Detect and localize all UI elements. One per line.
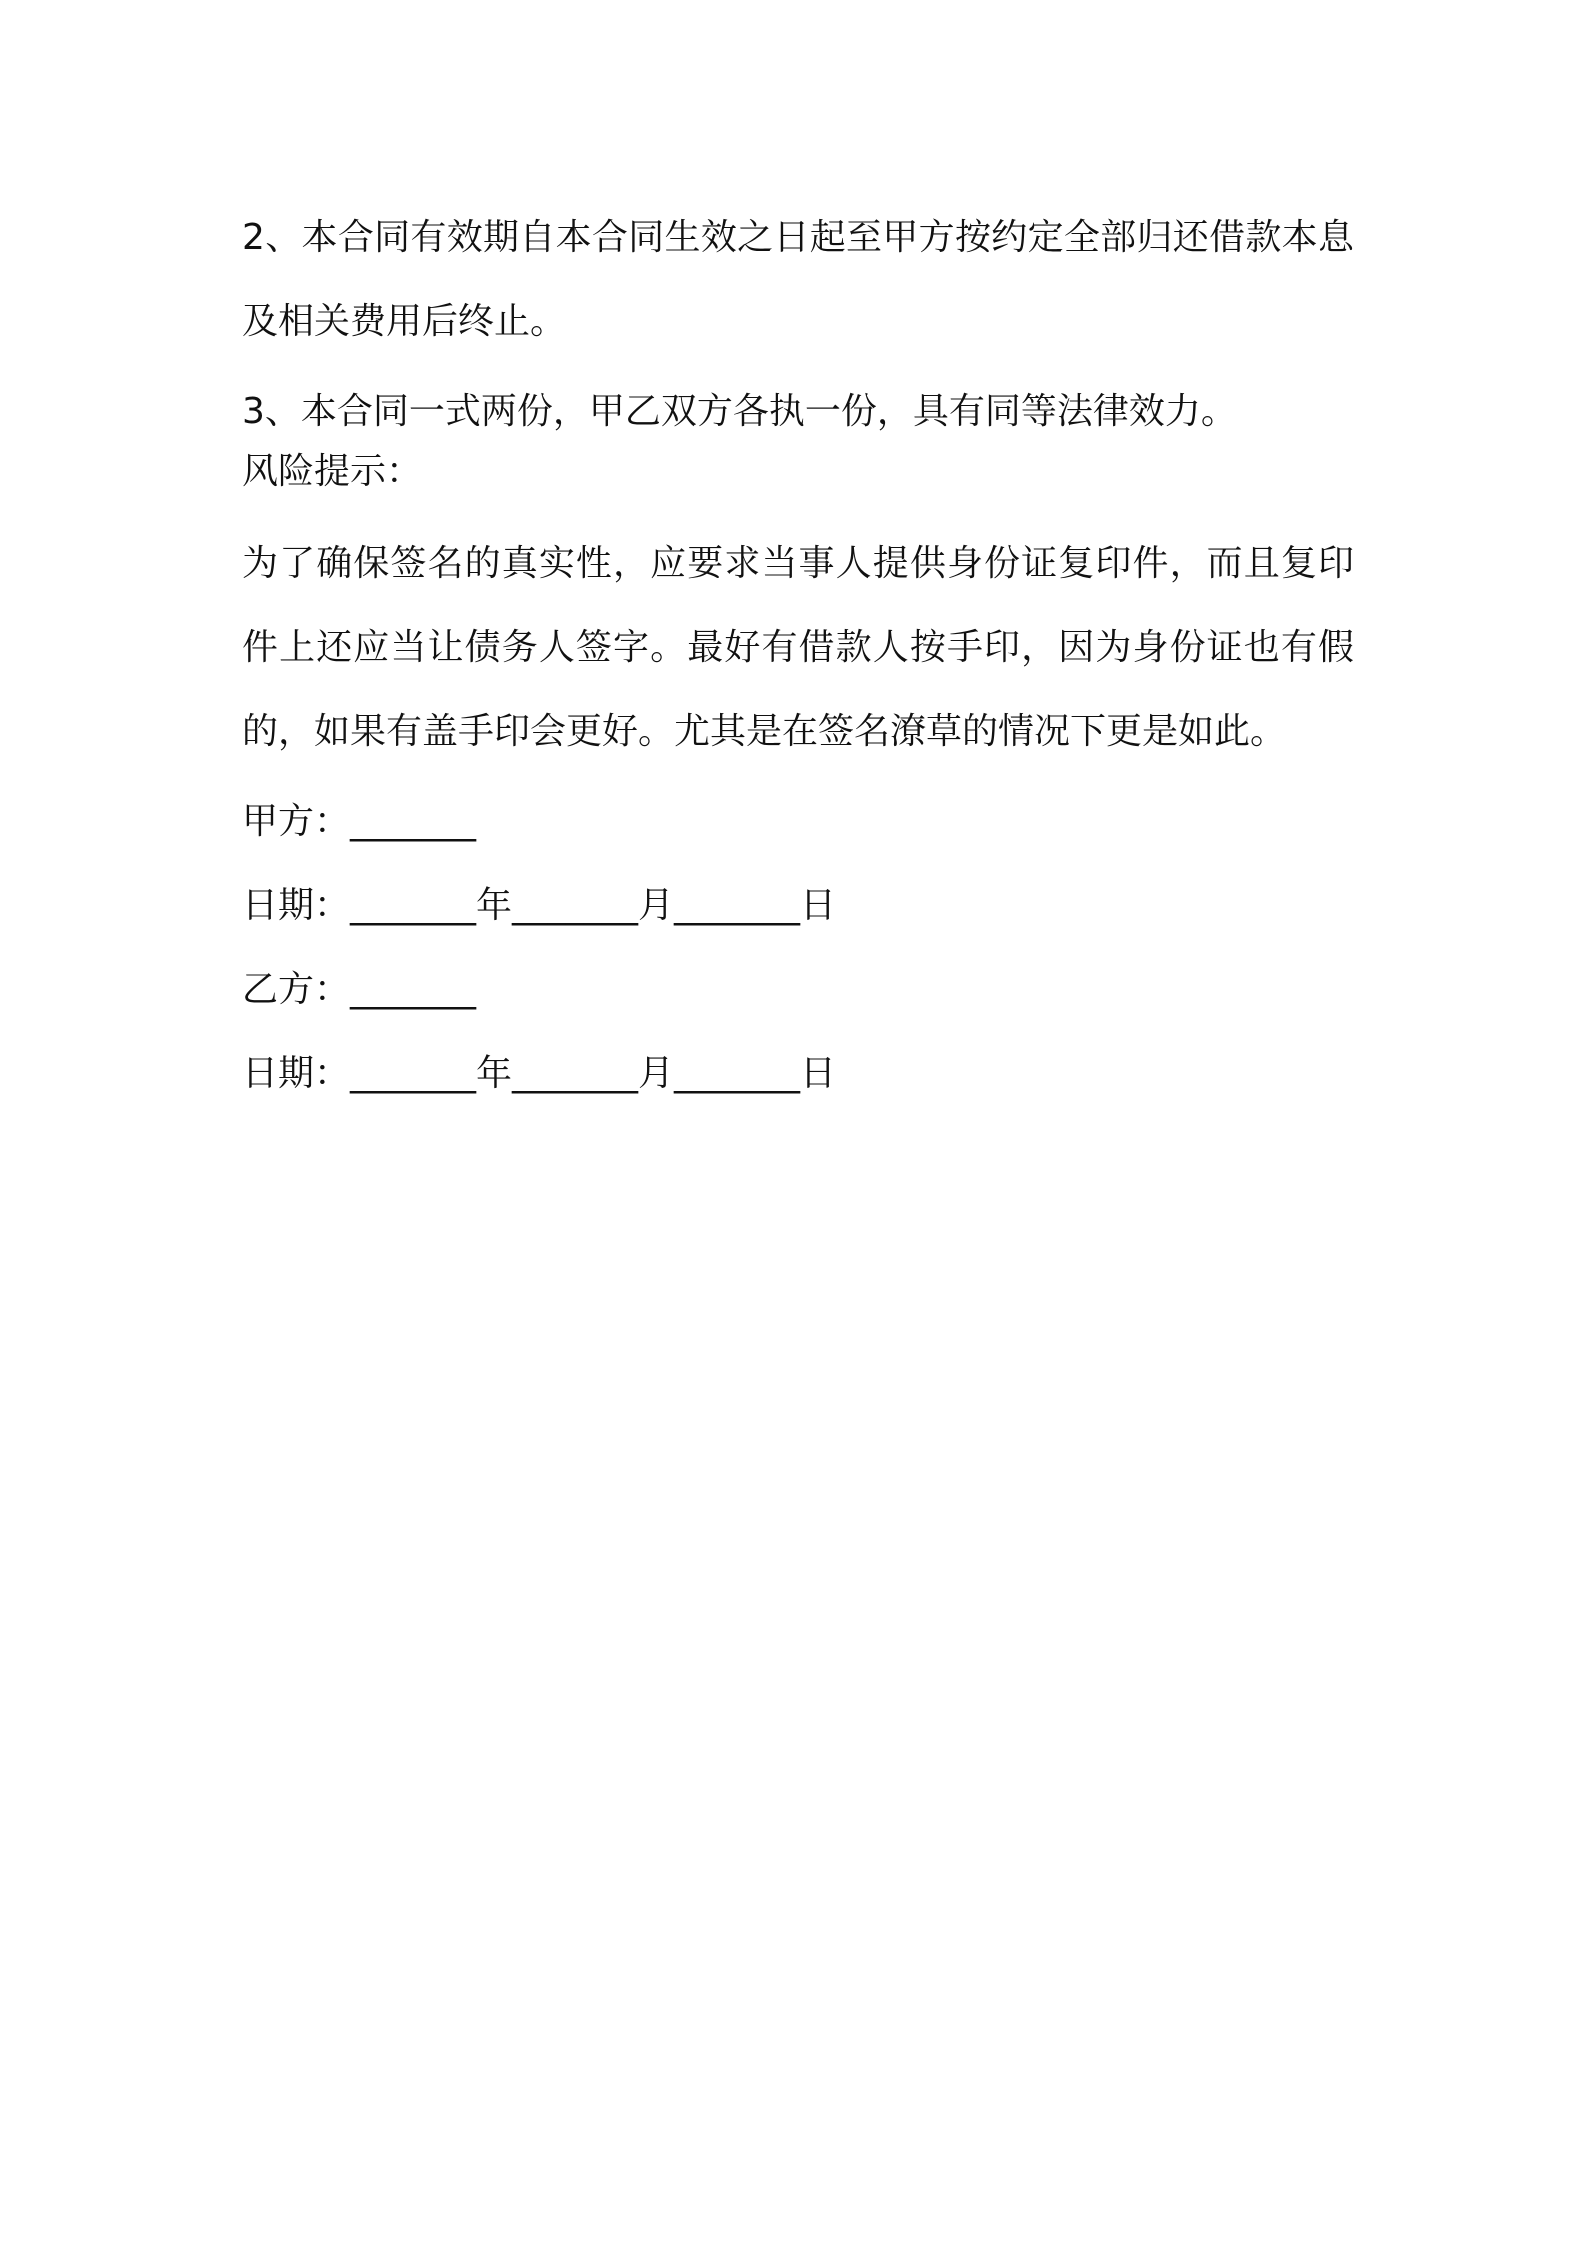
- clause-number: 2、: [242, 217, 302, 258]
- day-unit: 日: [800, 885, 837, 926]
- clause-number: 3、: [242, 391, 301, 432]
- party-b-blank[interactable]: _______: [350, 969, 477, 1010]
- clause-2: [242, 196, 1354, 364]
- document-content: [242, 196, 1354, 1116]
- party-a-line: [242, 780, 1354, 864]
- risk-body: 为了确保签名的真实性，应要求当事人提供身份证复印件，而且复印件上还应当让债务人签字。最好有借款人按手印，因为身份证也有假的，如果有盖手印会更好。尤其是在签名潦草的情况下更是如此。: [242, 543, 1354, 752]
- year-unit: 年: [476, 1053, 513, 1094]
- month-blank[interactable]: _______: [512, 1053, 639, 1094]
- month-unit: 月: [638, 1053, 675, 1094]
- day-unit: 日: [800, 1053, 837, 1094]
- day-blank[interactable]: _______: [674, 1053, 801, 1094]
- party-a-label: 甲方：: [242, 801, 351, 842]
- risk-title: 风险提示：: [242, 451, 423, 492]
- year-blank[interactable]: _______: [350, 1053, 477, 1094]
- year-unit: 年: [476, 885, 513, 926]
- clause-text: 本合同有效期自本合同生效之日起至甲方按约定全部归还借款本息及相关费用后终止。: [242, 217, 1354, 342]
- year-blank[interactable]: _______: [350, 885, 477, 926]
- party-b-date-line: [242, 1032, 1354, 1116]
- date-label: 日期：: [242, 885, 351, 926]
- month-unit: 月: [638, 885, 675, 926]
- party-b-label: 乙方：: [242, 969, 351, 1010]
- party-a-date-line: [242, 864, 1354, 948]
- month-blank[interactable]: _______: [512, 885, 639, 926]
- date-label: 日期：: [242, 1053, 351, 1094]
- clause-3: [242, 370, 1354, 442]
- day-blank[interactable]: _______: [674, 885, 801, 926]
- party-b-line: [242, 948, 1354, 1032]
- party-a-blank[interactable]: _______: [350, 801, 477, 842]
- clause-text: 本合同一式两份，甲乙双方各执一份，具有同等法律效力。: [300, 391, 1237, 432]
